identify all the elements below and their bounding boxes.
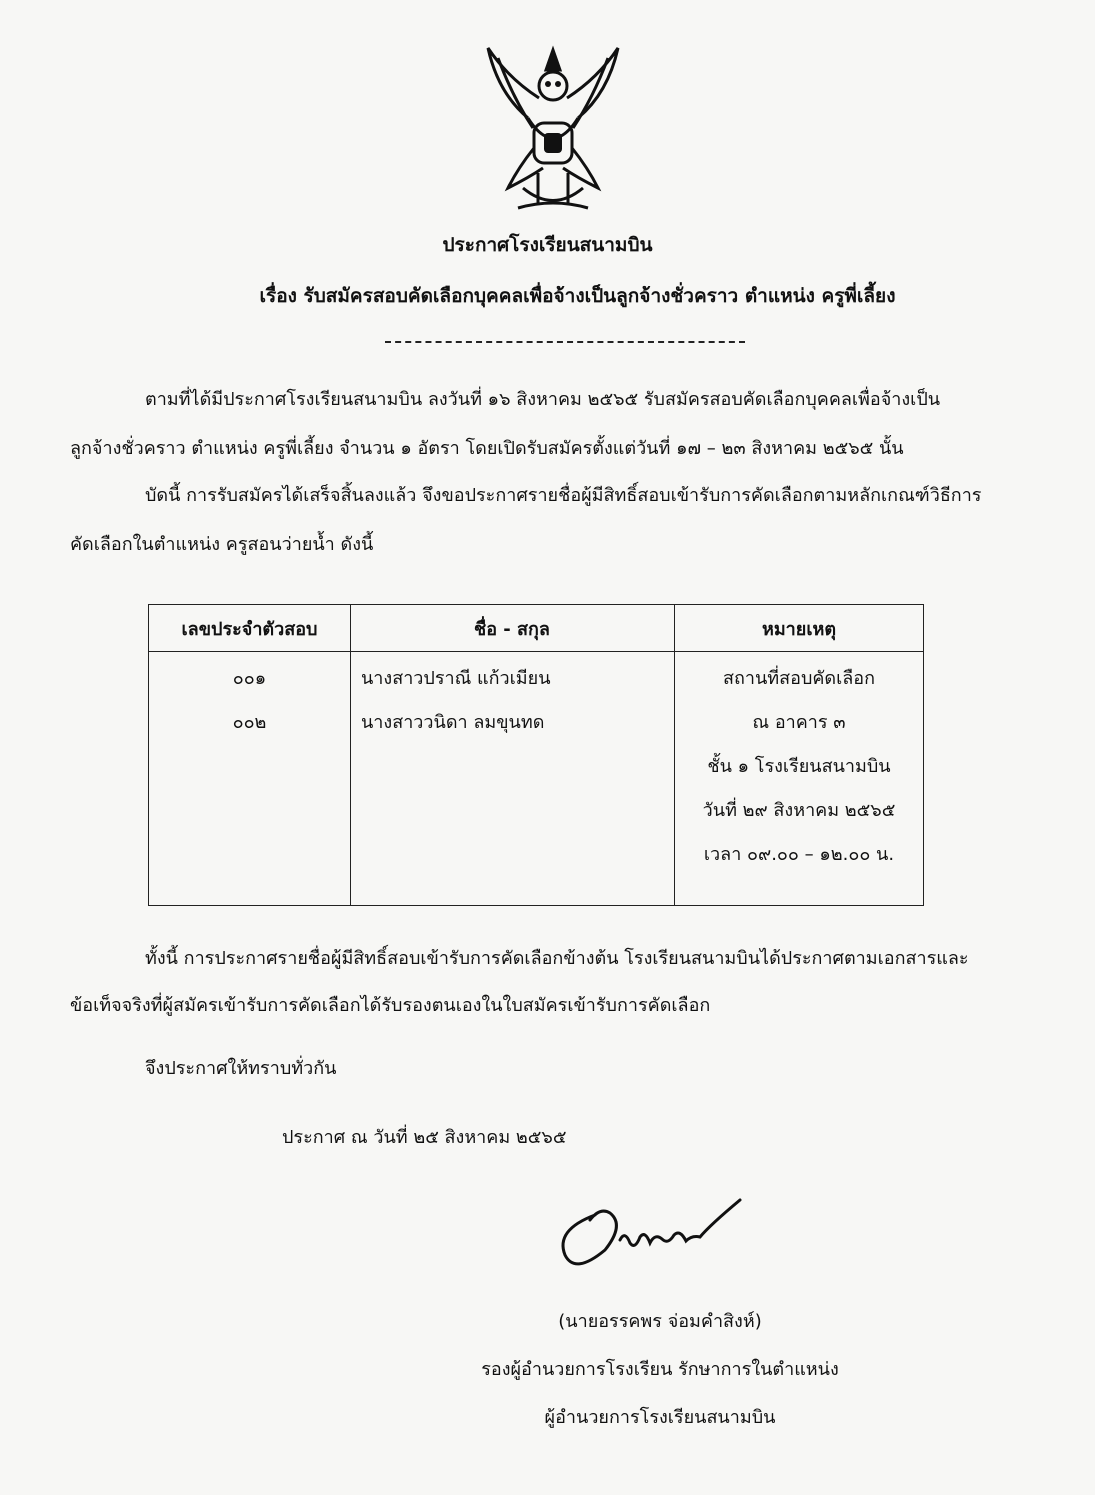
paragraph-2-line-1: บัดนี้ การรับสมัครได้เสร็จสิ้นลงแล้ว จึงขอประกาศรายชื่อผู้มีสิทธิ์สอบเข้ารับการคัดเลือกตามหลักเกณฑ์วิธีการ (145, 485, 982, 506)
signatory-name: (นายอรรคพร จ่อมคำสิงห์) (558, 1311, 762, 1332)
header-full-name: ชื่อ - สกุล (351, 605, 675, 652)
table-header-row (149, 605, 924, 652)
remark-line: สถานที่สอบคัดเลือก (722, 668, 875, 689)
exam-id: ๐๐๑ (232, 668, 267, 689)
candidate-table (148, 604, 924, 906)
exam-id: ๐๐๒ (232, 712, 267, 733)
paragraph-3-line-1: ทั้งนี้ การประกาศรายชื่อผู้มีสิทธิ์สอบเข้ารับการคัดเลือกข้างต้น โรงเรียนสนามบินได้ประกาศตามเอกสารและ (145, 948, 969, 969)
header-exam-id: เลขประจำตัวสอบ (149, 605, 351, 652)
signatory-position: รองผู้อำนวยการโรงเรียน รักษาการในตำแหน่ง (481, 1359, 839, 1380)
candidate-name: นางสาวปราณี แก้วเมียน (361, 668, 551, 689)
candidate-name: นางสาววนิดา ลมขุนทด (361, 712, 545, 733)
remarks-cell (675, 652, 924, 906)
paragraph-3-line-2: ข้อเท็จจริงที่ผู้สมัครเข้ารับการคัดเลือกได้รับรองตนเองในใบสมัครเข้ารับการคัดเลือก (70, 995, 711, 1016)
table-body-row (149, 652, 924, 906)
remark-line: ชั้น ๑ โรงเรียนสนามบิน (707, 756, 891, 777)
header-remarks: หมายเหตุ (675, 605, 924, 652)
announcement-date: ประกาศ ณ วันที่ ๒๕ สิงหาคม ๒๕๖๕ (282, 1127, 567, 1148)
handwritten-signature (550, 1195, 750, 1285)
closing-line: จึงประกาศให้ทราบทั่วกัน (145, 1058, 337, 1079)
announcement-title: ประกาศโรงเรียนสนามบิน (442, 234, 653, 256)
announcement-subject: เรื่อง รับสมัครสอบคัดเลือกบุคคลเพื่อจ้างเป็นลูกจ้างชั่วคราว ตำแหน่ง ครูพี่เลี้ยง (259, 285, 896, 307)
remark-line: เวลา ๐๙.๐๐ – ๑๒.๐๐ น. (703, 844, 895, 865)
paragraph-1-line-2: ลูกจ้างชั่วคราว ตำแหน่ง ครูพี่เลี้ยง จำนวน ๑ อัตรา โดยเปิดรับสมัครตั้งแต่วันที่ ๑๗ – ๒๓ สิงหาคม ๒๕๖๕ นั้น (70, 438, 904, 459)
name-cell (351, 652, 675, 906)
paragraph-1-line-1: ตามที่ได้มีประกาศโรงเรียนสนามบิน ลงวันที่ ๑๖ สิงหาคม ๒๕๖๕ รับสมัครสอบคัดเลือกบุคคลเพื่อจ้างเป็น (145, 389, 941, 410)
exam-id-cell (149, 652, 351, 906)
garuda-emblem-icon (468, 38, 638, 218)
title-divider (385, 341, 745, 343)
signatory-position: ผู้อำนวยการโรงเรียนสนามบิน (544, 1407, 776, 1428)
remark-line: วันที่ ๒๙ สิงหาคม ๒๕๖๕ (702, 800, 896, 821)
paragraph-2-line-2: คัดเลือกในตำแหน่ง ครูสอนว่ายน้ำ ดังนี้ (70, 534, 374, 555)
remark-line: ณ อาคาร ๓ (752, 712, 846, 733)
